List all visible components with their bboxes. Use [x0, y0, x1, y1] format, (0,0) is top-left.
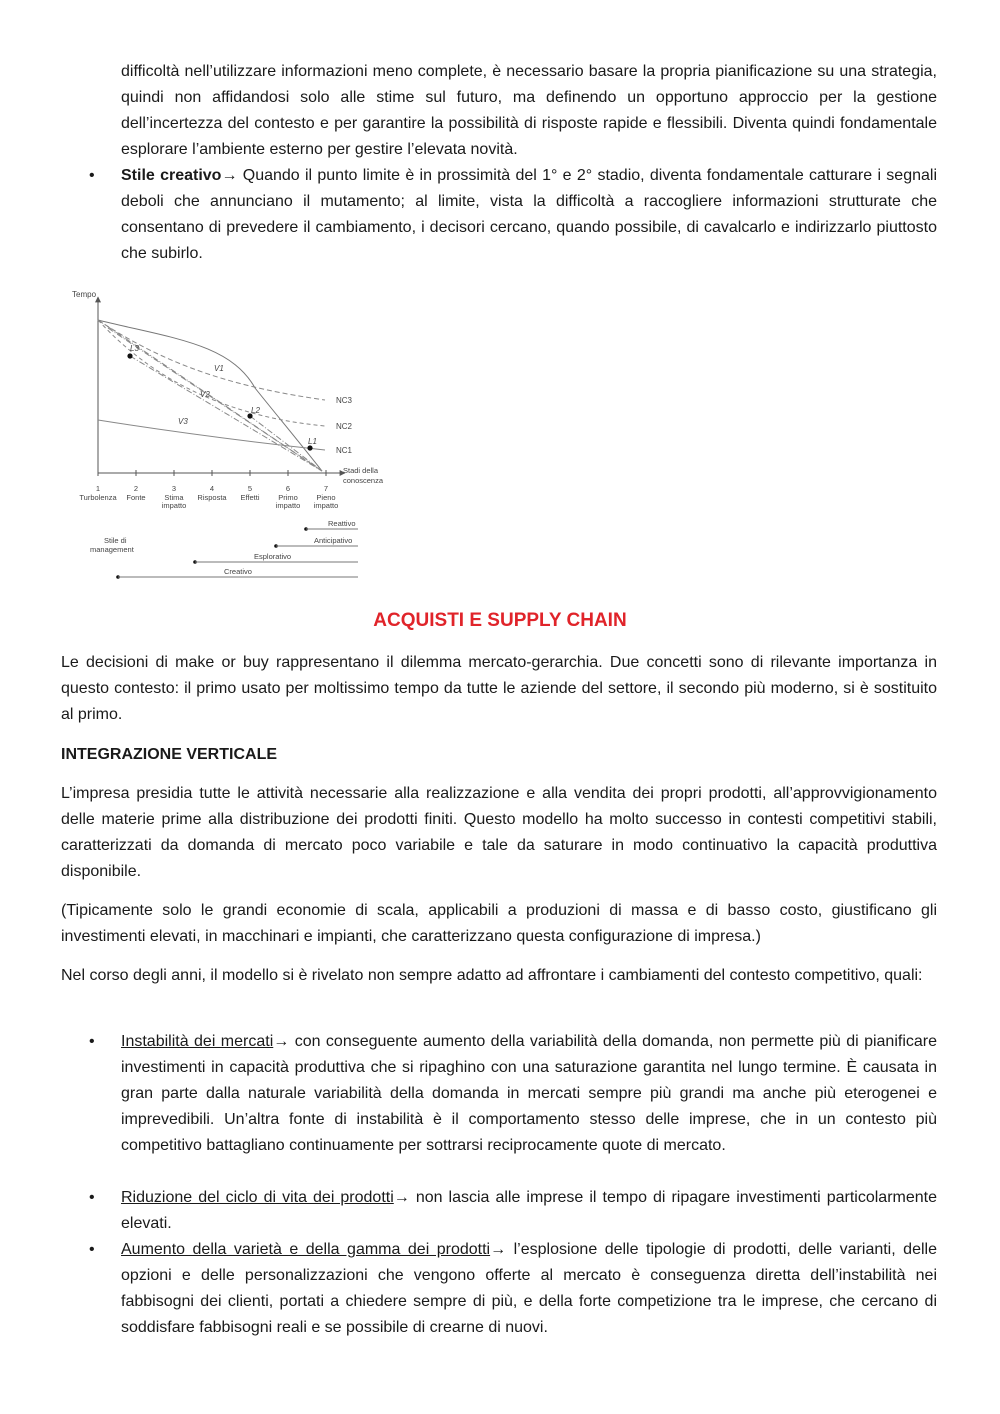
- style-anticipativo-label: Anticipativo: [314, 536, 353, 545]
- style-esplorativo: [193, 552, 358, 564]
- bullet-glyph: •: [89, 167, 95, 184]
- continued-paragraph: difficoltà nell’utilizzare informazioni meno complete, è necessario basare la propria pianificazione su una strategia, quindi non affidandosi solo alle stime sul futuro, ma definendo un opportuno approccio per la gestione dell’incertezza del contesto e per garantire la possibilità di risposte rapide e flessibili. Diventa quindi fondamentale esplorare l’ambiente esterno per gestire l’elevata novità.: [121, 63, 937, 158]
- paragraph-vertical-integration: L’impresa presidia tutte le attività necessarie alla realizzazione e alla vendita dei propri prodotti, all’approvvigionamento delle materie prime alla distribuzione dei prodotti finiti. Questo modello ha molto successo in contesti competitivi stabili, caratterizzati da domanda di mercato poco variabile e tale da saturare in modo continuativo la capacità produttiva disponibile.: [61, 785, 937, 880]
- stage-2-label: Fonte: [126, 493, 146, 502]
- x-axis-label-2: conoscenza: [343, 476, 384, 485]
- line-v2: [98, 320, 322, 471]
- style-creativo-label: Creativo: [224, 567, 252, 576]
- paragraph-changes: Nel corso degli anni, il modello si è rivelato non sempre adatto ad affrontare i cambiamenti del contesto competitivo, quali:: [61, 967, 923, 984]
- bullet-instabilita: [121, 1029, 937, 1159]
- stage-3-label-2: impatto: [161, 501, 187, 510]
- label-nc3: NC3: [336, 396, 353, 405]
- bullet-glyph: •: [89, 1033, 95, 1050]
- paragraph-economies: (Tipicamente solo le grandi economie di scala, applicabili a produzioni di massa e di basso costo, giustificano gli investimenti elevati, in macchinari e impianti, che caratterizzano questa configurazione di impresa.): [61, 902, 937, 945]
- curve-nc3: [98, 320, 325, 400]
- bullet-label: Aumento della varietà e della gamma dei prodotti: [121, 1241, 491, 1258]
- section-title: ACQUISTI E SUPPLY CHAIN: [373, 610, 627, 631]
- stage-6-label-2: impatto: [275, 501, 301, 510]
- style-reattivo-label: Reattivo: [328, 519, 356, 528]
- stage-1-label: Turbolenza: [79, 493, 117, 502]
- y-axis-label: Tempo: [72, 290, 97, 299]
- bullet-text: l’esplosione delle tipologie di prodotti, delle varianti, delle opzioni e delle personalizzazioni che vengono offerte al mercato è conseguenza diretta dell’instabilità nei fabbisogni dei clienti, portati a chiedere sempre di più, e della forte competizione tra le imprese, che cercano di soddisfare fabbisogni reali e se possibile di crearne di nuovi.: [121, 1241, 937, 1336]
- x-axis-label-1: Stadi della: [343, 466, 379, 475]
- intro-paragraph: Le decisioni di make or buy rappresentano il dilemma mercato-gerarchia. Due concetti sono di rilevante importanza in questo contesto: il primo usato per moltissimo tempo da tutte le aziende del settore, il secondo più moderno, si è sostituito al primo.: [61, 654, 937, 723]
- stage-4-label: Risposta: [197, 493, 227, 502]
- style-creativo: [116, 567, 358, 579]
- stage-1-number: 1: [95, 484, 101, 493]
- stage-5-number: 5: [247, 484, 253, 493]
- line-from-l3: [130, 356, 322, 471]
- label-l1: L1: [308, 437, 317, 446]
- point-l3: [127, 353, 132, 358]
- stage-5-label: Effetti: [240, 493, 260, 502]
- bullet-label: Stile creativo: [121, 167, 222, 184]
- bullet-glyph: •: [89, 1241, 95, 1258]
- label-v3: V3: [178, 417, 188, 426]
- styles-title-1: Stile di: [104, 536, 127, 545]
- curve-nc2: [98, 320, 325, 426]
- bullet-riduzione: [121, 1185, 937, 1237]
- arrow-icon: →: [273, 1033, 290, 1050]
- stage-7-label: Pieno: [316, 493, 336, 502]
- subheading: INTEGRAZIONE VERTICALE: [61, 746, 278, 763]
- stage-2-number: 2: [133, 484, 139, 493]
- bullet-text: Quando il punto limite è in prossimità del 1° e 2° stadio, diventa fondamentale catturare i segnali deboli che annunciano il mutamento; al limite, vista la difficoltà a raccogliere informazioni strutturate che consentano di prevedere il cambiamento, i decisori cercano, quando possibile, di cavalcarlo e indirizzarlo piuttosto che subirlo.: [121, 167, 937, 262]
- style-reattivo: [304, 519, 358, 531]
- arrow-icon: →: [221, 167, 238, 184]
- bullet-aumento: [121, 1237, 937, 1341]
- bullet-glyph: •: [89, 1189, 95, 1206]
- arrow-icon: →: [393, 1189, 410, 1206]
- label-v2: V2: [200, 390, 210, 399]
- stage-4-number: 4: [209, 484, 215, 493]
- label-l3: L3: [130, 344, 139, 353]
- stage-7-number: 7: [323, 484, 329, 493]
- styles-title-2: management: [90, 545, 134, 554]
- nc-labels: [336, 396, 353, 455]
- curve-nc1: [98, 420, 325, 450]
- bullet-text: con conseguente aumento della variabilità della domanda, non permette più di pianificare investimenti in capacità produttiva che si ripaghino con una saturazione garantita nel lungo termine. È causata in gran parte dalla naturale variabilità della domanda in mercati sempre più grandi ma anche più eterogenei e imprevedibili. Un’altra fonte di instabilità è il comportamento stesso delle imprese, che in un contesto più competitivo battagliano continuamente per sottrarsi reciprocamente quote di mercato.: [121, 1033, 938, 1154]
- arrow-icon: →: [490, 1241, 507, 1258]
- curve-labels: [130, 344, 317, 446]
- style-esplorativo-label: Esplorativo: [254, 552, 292, 561]
- stage-6-label: Primo: [278, 493, 298, 502]
- stage-3-number: 3: [171, 484, 177, 493]
- label-nc1: NC1: [336, 446, 353, 455]
- bullet-label: Riduzione del ciclo di vita dei prodotti: [121, 1189, 394, 1206]
- label-v1: V1: [214, 364, 224, 373]
- style-anticipativo: [274, 536, 358, 548]
- label-l2: L2: [251, 406, 260, 415]
- point-l1: [307, 445, 312, 450]
- stage-3-label: Stima: [164, 493, 184, 502]
- label-nc2: NC2: [336, 422, 353, 431]
- knowledge-stages-diagram: [60, 283, 400, 583]
- bullet-label: Instabilità dei mercati: [121, 1033, 274, 1050]
- bullet-stile-creativo: [121, 163, 937, 267]
- stage-6-number: 6: [285, 484, 291, 493]
- bullet-text: non lascia alle imprese il tempo di ripagare investimenti particolarmente elevati.: [121, 1189, 937, 1232]
- stage-7-label-2: impatto: [313, 501, 339, 510]
- stage-labels: [79, 484, 338, 510]
